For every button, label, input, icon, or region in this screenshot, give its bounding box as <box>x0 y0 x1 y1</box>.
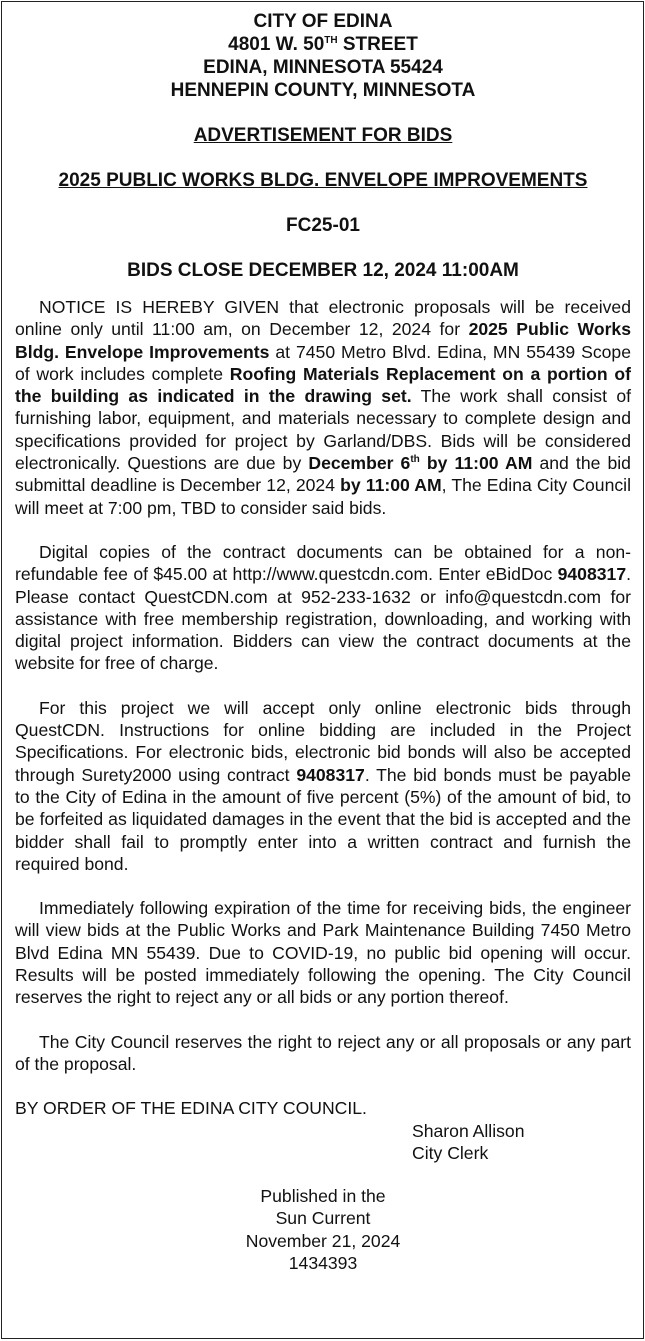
publication-info <box>15 1185 631 1274</box>
project-title: 2025 PUBLIC WORKS BLDG. ENVELOPE IMPROVEMENTS <box>58 170 588 191</box>
bids-close-date: BIDS CLOSE DECEMBER 12, 2024 11:00AM <box>127 260 519 281</box>
city-state-zip: EDINA, MINNESOTA 55424 <box>203 57 443 78</box>
publication-line: Published in the <box>260 1186 386 1207</box>
project-number: FC25-01 <box>286 215 360 236</box>
signer-name: Sharon Allison <box>412 1120 525 1141</box>
paragraph-notice: NOTICE IS HEREBY GIVEN that electronic proposals will be received online only until 11:00 am, on December 12, 2024 for 2025 Public Works Bldg. Envelope Improvements at 7450 Metro Blvd. Edina, MN 55439 Scope of work includes complete Roofing Materials Replacement on a portion of the building as indicated in the drawing set. The work shall consist of furnishing labor, equipment, and materials necessary to complete design and specifications provided for project by Garland/DBS. Bids will be considered electronically. Questions are due by December 6th by 11:00 AM and the bid submittal deadline is December 12, 2024 by 11:00 AM, The Edina City Council will meet at 7:00 pm, TBD to consider said bids. <box>15 297 632 518</box>
signature-block <box>412 1120 631 1165</box>
notice-header <box>15 10 631 102</box>
publication-number: 1434393 <box>288 1252 358 1273</box>
paragraph-reservation: The City Council reserves the right to reject any or all proposals or any part of the proposal. <box>15 1031 631 1074</box>
city-name: CITY OF EDINA <box>253 11 393 32</box>
signer-title: City Clerk <box>412 1142 489 1163</box>
order-statement: BY ORDER OF THE EDINA CITY COUNCIL. <box>15 1098 367 1119</box>
legal-notice <box>1 1 644 1339</box>
county: HENNEPIN COUNTY, MINNESOTA <box>170 80 476 101</box>
publication-name: Sun Current <box>275 1208 371 1229</box>
ad-title: ADVERTISEMENT FOR BIDS <box>193 125 453 146</box>
paragraph-documents: Digital copies of the contract documents can be obtained for a non-refundable fee of $45.00 at http://www.questcdn.com. Enter eBidDoc 9408317. Please contact QuestCDN.com at 952-233-1632 or info@questcdn.com for assistance with free membership registration, downloading, and working with digital project information. Bidders can view the contract documents at the website for free of charge. <box>15 541 631 674</box>
paragraph-bid-opening: Immediately following expiration of the time for receiving bids, the engineer will view bids at the Public Works and Park Maintenance Building 7450 Metro Blvd Edina MN 55439. Due to COVID-19, no public bid opening will occur. Results will be posted immediately following the opening. The City Council reserves the right to reject any or all bids or any portion thereof. <box>15 898 631 1008</box>
street-address: 4801 W. 50TH STREET <box>228 34 418 55</box>
publication-date: November 21, 2024 <box>245 1230 401 1251</box>
paragraph-online-bids: For this project we will accept only online electronic bids through QuestCDN. Instructions for online bidding are included in the Project Specifications. For electronic bids, electronic bid bonds will also be accepted through Surety2000 using contract 9408317. The bid bonds must be payable to the City of Edina in the amount of five percent (5%) of the amount of bid, to be forfeited as liquidated damages in the event that the bid is accepted and the bidder shall fail to promptly enter into a written contract and furnish the required bond. <box>15 697 631 874</box>
